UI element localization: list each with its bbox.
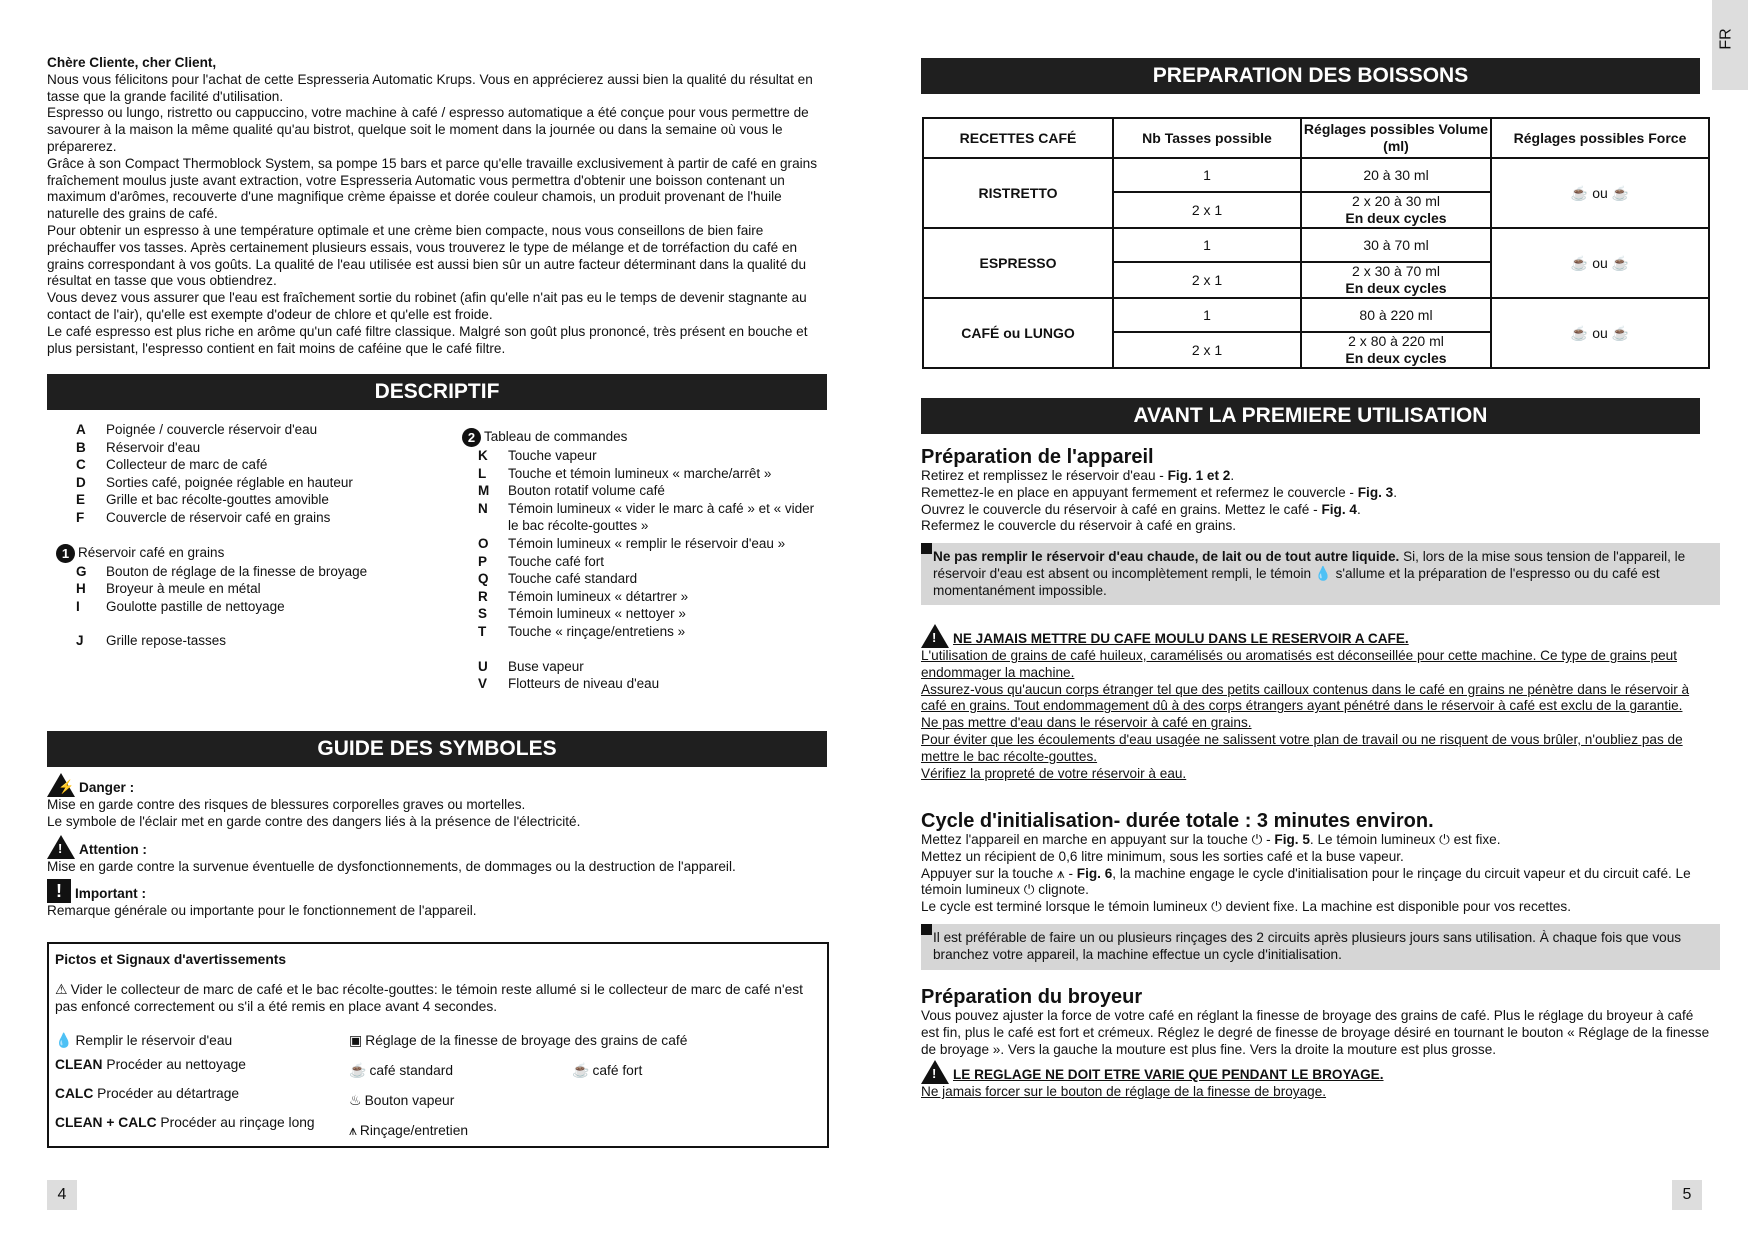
- descriptif-item: [478, 570, 818, 588]
- item-key: A: [76, 422, 86, 437]
- item-label: Touche vapeur: [508, 448, 597, 463]
- pictos-remplir: 💧 Remplir le réservoir d'eau: [55, 1032, 233, 1048]
- broyeur-text: Vous pouvez ajuster la force de votre café en réglant la finesse de broyage des grains de café. Plus le réglage du broyeur à café est fin, plus le café est fort et crémeux. Réglez le degré de finesse de broyage désiré en tournant le bouton « Réglage de la finesse de broyage ». Vers la gauche la mouture est plus fine. Vers la droite la mouture est plus grosse.: [921, 1008, 1710, 1057]
- danger-block: ⚡ Danger : Mise en garde contre des risques de blessures corporelles graves ou mortelles. Le symbole de l'éclair met en garde contre des dangers liés à la présence de l'électricité.: [47, 773, 827, 831]
- warning-icon: !: [921, 624, 949, 648]
- pictos-clean: CLEAN Procéder au nettoyage: [55, 1057, 246, 1072]
- item-key: K: [478, 448, 488, 463]
- pictos-cafe-standard: ☕ café standard: [349, 1062, 454, 1078]
- pictos-calc: CALC Procéder au détartrage: [55, 1086, 240, 1101]
- table-header: RECETTES CAFÉ: [923, 118, 1113, 158]
- warning-line: Ne pas mettre d'eau dans le réservoir à café en grains.: [921, 715, 1252, 731]
- item-label: Buse vapeur: [508, 658, 584, 674]
- warning-line: Pour éviter que les écoulements d'eau usagée ne salissent votre plan de travail ou ne risquent de vous brûler, n'oubliez pas de mettre le bac récolte-gouttes.: [921, 731, 1683, 764]
- grinder-icon: ▣: [349, 1032, 363, 1048]
- item-label: Grille repose-tasses: [106, 633, 227, 649]
- warning-icon: !: [921, 1060, 949, 1084]
- item-key: I: [76, 598, 80, 614]
- item-key: B: [76, 439, 86, 455]
- power-icon: ⏻: [1439, 832, 1450, 847]
- avant-heading: AVANT LA PREMIERE UTILISATION: [921, 398, 1700, 434]
- strong-cup-icon: ☕: [1611, 324, 1630, 341]
- force-cell: ☕ ou ☕: [1491, 298, 1709, 368]
- item-key: H: [76, 581, 86, 597]
- item-label: Goulotte pastille de nettoyage: [106, 598, 285, 614]
- recipes-table: [922, 117, 1710, 369]
- intro-paragraph: Pour obtenir un espresso à une température optimale et une crème bien compacte, nous vous conseillons de bien faire préchauffer vos tasses. Après certainement plusieurs essais, vous trouverez le type de mélange et de torréfaction du café en grains correspondant à vos goûts. La qualité de l'eau utilisée est aussi bien sûr un autre facteur déterminant dans la qualité du résultat en tasse que vous obtiendrez.: [47, 222, 807, 289]
- empty-grounds-icon: ⚠: [55, 981, 68, 997]
- symboles-heading: GUIDE DES SYMBOLES: [47, 731, 827, 767]
- attention-icon: !: [47, 835, 75, 859]
- descriptif-item: [478, 465, 818, 483]
- water-drop-icon: 💧: [1314, 565, 1332, 581]
- important-icon: !: [47, 879, 71, 903]
- language-tab: FR: [1712, 0, 1748, 90]
- number-badge: 1: [56, 544, 75, 563]
- prep-line: Refermez le couvercle du réservoir à café en grains.: [921, 518, 1237, 534]
- volume-cell: 80 à 220 ml: [1301, 298, 1491, 332]
- item-key: F: [76, 509, 85, 525]
- descriptif-item: [76, 456, 446, 474]
- warning-line: Vérifiez la propreté de votre réservoir à eau.: [921, 765, 1187, 781]
- cup-icon: ☕: [1570, 184, 1589, 201]
- cycle-text: Mettez l'appareil en marche en appuyant sur la touche ⏻ - Fig. 5. Le témoin lumineux ⏻ est fixe. Mettez un récipient de 0,6 litre minimum, sous les sorties café et la buse vapeur. Appuyer sur la touche ⩚ - Fig. 6, la machine engage le cycle d'initialisation pour le rinçage du circuit vapeur et du circuit café. Le témoin lumineux ⏻ clignote. Le cycle est terminé lorsque le témoin lumineux ⏻ devient fixe. La machine est disponible pour vos recettes.: [921, 832, 1691, 915]
- cups-cell: 1: [1113, 228, 1301, 262]
- item-label: Réservoir d'eau: [106, 439, 201, 455]
- cups-cell: 1: [1113, 298, 1301, 332]
- page-number: 4: [47, 1180, 77, 1210]
- descriptif-item: [76, 509, 446, 527]
- item-key: C: [76, 457, 86, 473]
- item-label: Flotteurs de niveau d'eau: [508, 676, 660, 692]
- table-row: [923, 158, 1709, 192]
- recipe-name: CAFÉ ou LUNGO: [923, 298, 1113, 368]
- prep-line: Retirez et remplissez le réservoir d'eau - Fig. 1 et 2.: [921, 468, 1235, 483]
- item-label: Couvercle de réservoir café en grains: [106, 509, 331, 525]
- cups-cell: 2 x 1: [1113, 192, 1301, 228]
- descriptif-item: [478, 447, 818, 465]
- descriptif-item: [478, 658, 818, 676]
- item-key: D: [76, 474, 86, 490]
- cups-cell: 2 x 1: [1113, 262, 1301, 298]
- group2-label: 2 Tableau de commandes: [462, 428, 818, 447]
- item-label: Poignée / couvercle réservoir d'eau: [106, 422, 318, 437]
- volume-cell: 20 à 30 ml: [1301, 158, 1491, 192]
- item-key: T: [478, 623, 487, 639]
- item-key: U: [478, 658, 488, 674]
- cups-cell: 1: [1113, 158, 1301, 192]
- item-label: Touche « rinçage/entretiens »: [508, 623, 686, 639]
- descriptif-item: [478, 605, 818, 623]
- intro-text: [47, 55, 827, 357]
- descriptif-item: [478, 623, 818, 641]
- volume-cell: 2 x 80 à 220 ml En deux cycles: [1301, 332, 1491, 368]
- item-label: Témoin lumineux « vider le marc à café » et « vider le bac récolte-gouttes »: [508, 500, 815, 534]
- steam-icon: ♨: [349, 1092, 362, 1108]
- important-block: ! Important : Remarque générale ou importante pour le fonctionnement de l'appareil.: [47, 881, 477, 918]
- descriptif-item: [478, 675, 818, 693]
- rinse-icon: ⩚: [1057, 865, 1065, 881]
- descriptif-col1: [61, 421, 446, 650]
- item-key: V: [478, 676, 488, 692]
- item-label: Sorties café, poignée réglable en hauteur: [106, 474, 353, 490]
- table-header: Nb Tasses possible: [1113, 118, 1301, 158]
- pictos-reglage: ▣ Réglage de la finesse de broyage des grains de café: [349, 1032, 688, 1048]
- note-water: Ne pas remplir le réservoir d'eau chaude, de lait ou de tout autre liquide. Si, lors de la mise sous tension de l'appareil, le réservoir d'eau est absent ou incomplètement rempli, le témoin 💧 s'allume et la préparation de l'espresso ou du café est momentanément impossible.: [921, 543, 1720, 605]
- note-marker-icon: [921, 543, 932, 554]
- pictos-cleancalc: CLEAN + CALC Procéder au rinçage long: [55, 1115, 315, 1130]
- item-label: Collecteur de marc de café: [106, 457, 268, 473]
- force-cell: ☕ ou ☕: [1491, 228, 1709, 298]
- pictos-box: [47, 942, 829, 1148]
- recipe-name: RISTRETTO: [923, 158, 1113, 228]
- item-key: P: [478, 553, 488, 569]
- table-row: [923, 298, 1709, 332]
- descriptif-item: [76, 563, 446, 581]
- item-label: Témoin lumineux « remplir le réservoir d'eau »: [508, 535, 786, 551]
- strong-cup-icon: ☕: [572, 1062, 590, 1078]
- power-icon: ⏻: [1251, 832, 1263, 847]
- descriptif-item: [478, 482, 818, 500]
- table-row: [923, 228, 1709, 262]
- greeting: Chère Cliente, cher Client,: [47, 55, 217, 70]
- item-key: M: [478, 483, 490, 499]
- cup-icon: ☕: [1570, 324, 1589, 341]
- intro-paragraph: Grâce à son Compact Thermoblock System, sa pompe 15 bars et parce qu'elle travaille exclusivement à partir de café en grains fraîchement moulus juste avant extraction, votre Espresseria Automatic vous permettra d'obtenir une boisson contenant un maximum d'arômes, recouverte d'une magnifique crème épaisse et dorée couleur chamois, un produit provenant de l'huile naturelle des grains de café.: [47, 155, 818, 222]
- descriptif-item: [478, 500, 818, 535]
- strong-cup-icon: ☕: [1611, 184, 1630, 201]
- prep-appareil-text: [921, 468, 1711, 535]
- intro-paragraph: Espresso ou lungo, ristretto ou cappuccino, votre machine à café / espresso automatique a été conçue pour vous permettre de savourer à la maison la même qualité qu'au bistrot, quelque soit le moment dans la journée ou dans la semaine où vous le préparerez.: [47, 105, 809, 154]
- page-number: 5: [1672, 1180, 1702, 1210]
- item-label: Témoin lumineux « détartrer »: [508, 588, 689, 604]
- item-key: Q: [478, 571, 489, 587]
- intro-paragraph: Vous devez vous assurer que l'eau est fraîchement sortie du robinet (afin qu'elle n'ait pas eu le temps de devenir stagnante au contact de l'air), qu'elle est exempte d'odeur de chlore et qu'elle est froide.: [47, 290, 807, 322]
- table-header: Réglages possibles Volume (ml): [1301, 118, 1491, 158]
- item-label: Touche et témoin lumineux « marche/arrêt »: [508, 465, 772, 481]
- descriptif-item: [76, 491, 446, 509]
- descriptif-col2: [467, 428, 818, 693]
- prep-appareil-title: Préparation de l'appareil: [921, 446, 1154, 468]
- number-badge: 2: [462, 428, 481, 447]
- item-label: Bouton de réglage de la finesse de broyage: [106, 563, 368, 579]
- danger-icon: ⚡: [47, 773, 75, 797]
- note-rinse: Il est préférable de faire un ou plusieurs rinçages des 2 circuits après plusieurs jours sans utilisation. À chaque fois que vous branchez votre appareil, la machine effectue un cycle d'initialisation.: [921, 924, 1720, 970]
- descriptif-item: [478, 535, 818, 553]
- strong-cup-icon: ☕: [1611, 254, 1630, 271]
- item-key: R: [478, 588, 488, 604]
- broyeur-title: Préparation du broyeur: [921, 986, 1143, 1008]
- cycle-title: Cycle d'initialisation- durée totale : 3 minutes environ.: [921, 810, 1434, 832]
- attention-block: ! Attention : Mise en garde contre la survenue éventuelle de dysfonctionnements, de dommages ou la destruction de l'appareil.: [47, 835, 827, 876]
- warn2-block: ! LE REGLAGE NE DOIT ETRE VARIE QUE PENDANT LE BROYAGE. Ne jamais forcer sur le bouton de réglage de la finesse de broyage.: [921, 1060, 1711, 1101]
- item-label: Broyeur à meule en métal: [106, 581, 261, 597]
- item-key: J: [76, 633, 84, 649]
- recipe-name: ESPRESSO: [923, 228, 1113, 298]
- descriptif-item: [76, 632, 446, 650]
- descriptif-item: [76, 598, 446, 616]
- table-header: Réglages possibles Force: [1491, 118, 1709, 158]
- descriptif-item: [76, 439, 446, 457]
- item-label: Touche café standard: [508, 571, 638, 587]
- pictos-vapeur: ♨ Bouton vapeur: [349, 1092, 455, 1108]
- item-key: N: [478, 500, 488, 516]
- descriptif-item: [76, 474, 446, 492]
- item-key: G: [76, 563, 87, 579]
- warn1-block: ! NE JAMAIS METTRE DU CAFE MOULU DANS LE RESERVOIR A CAFE. L'utilisation de grains de café huileux, caramélisés ou aromatisés est déconseillée pour cette machine. Ce type de grains peut endommager la machine. Assurez-vous qu'aucun corps étranger tel que des petits cailloux contenus dans le café en grains ne pénètre dans le réservoir à café en grains. Tout endommagement dû à des corps étrangers ayant pénétré dans le réservoir à café est exclu de la garantie. Ne pas mettre d'eau dans le réservoir à café en grains. Pour éviter que les écoulements d'eau usagée ne salissent votre plan de travail ou ne risquent de vous brûler, n'oubliez pas de mettre le bac récolte-gouttes. Vérifiez la propreté de votre réservoir à eau.: [921, 624, 1711, 782]
- descriptif-item: [76, 421, 446, 439]
- force-cell: ☕ ou ☕: [1491, 158, 1709, 228]
- item-key: E: [76, 492, 86, 508]
- pictos-cafe-fort: ☕ café fort: [572, 1062, 643, 1078]
- volume-cell: 2 x 30 à 70 ml En deux cycles: [1301, 262, 1491, 298]
- pictos-vider: ⚠ Vider le collecteur de marc de café et le bac récolte-gouttes: le témoin reste allumé si le collecteur de marc de café n'est pas enfoncé correctement ou s'il a été remis en place avant 4 secondes.: [55, 981, 804, 1014]
- item-key: L: [478, 465, 487, 481]
- power-icon: ⏻: [1023, 882, 1035, 898]
- item-label: Témoin lumineux « nettoyer »: [508, 606, 686, 622]
- intro-paragraph: Nous vous félicitons pour l'achat de cette Espresseria Automatic Krups. Vous en apprécierez aussi bien la qualité du résultat en tasse que la grande facilité d'utilisation.: [47, 71, 813, 104]
- cups-cell: 2 x 1: [1113, 332, 1301, 368]
- descriptif-item: [76, 580, 446, 598]
- pictos-title: Pictos et Signaux d'avertissements: [55, 952, 287, 967]
- group1-label: 1 Réservoir café en grains: [56, 544, 446, 563]
- prep-line: Remettez-le en place en appuyant fermement et refermez le couvercle - Fig. 3.: [921, 484, 1398, 500]
- warning-line: Assurez-vous qu'aucun corps étranger tel que des petits cailloux contenus dans le café en grains ne pénètre dans le réservoir à café en grains. Tout endommagement dû à des corps étrangers ayant pénétré dans le réservoir à café est exclu de la garantie.: [921, 681, 1690, 714]
- prep-line: Ouvrez le couvercle du réservoir à café en grains. Mettez le café - Fig. 4.: [921, 501, 1361, 517]
- pictos-rincage: ⩚ Rinçage/entretien: [349, 1122, 469, 1138]
- volume-cell: 30 à 70 ml: [1301, 228, 1491, 262]
- warning-line: L'utilisation de grains de café huileux, caramélisés ou aromatisés est déconseillée pour cette machine. Ce type de grains peut endommager la machine.: [921, 648, 1677, 680]
- descriptif-heading: DESCRIPTIF: [47, 374, 827, 410]
- preparation-heading: PREPARATION DES BOISSONS: [921, 58, 1700, 94]
- note-marker-icon: [921, 924, 932, 935]
- item-label: Grille et bac récolte-gouttes amovible: [106, 492, 329, 508]
- cup-icon: ☕: [1570, 254, 1589, 271]
- item-label: Touche café fort: [508, 553, 605, 569]
- item-key: S: [478, 606, 488, 622]
- volume-cell: 2 x 20 à 30 ml En deux cycles: [1301, 192, 1491, 228]
- cup-icon: ☕: [349, 1062, 367, 1078]
- item-key: O: [478, 535, 489, 551]
- descriptif-item: [478, 553, 818, 571]
- power-icon: ⏻: [1211, 899, 1222, 915]
- rinse-icon: ⩚: [349, 1122, 357, 1138]
- water-drop-icon: 💧: [55, 1032, 73, 1048]
- intro-paragraph: Le café espresso est plus riche en arôme qu'un café filtre classique. Malgré son goût plus prononcé, très présent en bouche et plus persistant, l'espresso contient en fait moins de caféine que le café filtre.: [47, 323, 808, 356]
- descriptif-item: [478, 588, 818, 606]
- item-label: Bouton rotatif volume café: [508, 483, 665, 499]
